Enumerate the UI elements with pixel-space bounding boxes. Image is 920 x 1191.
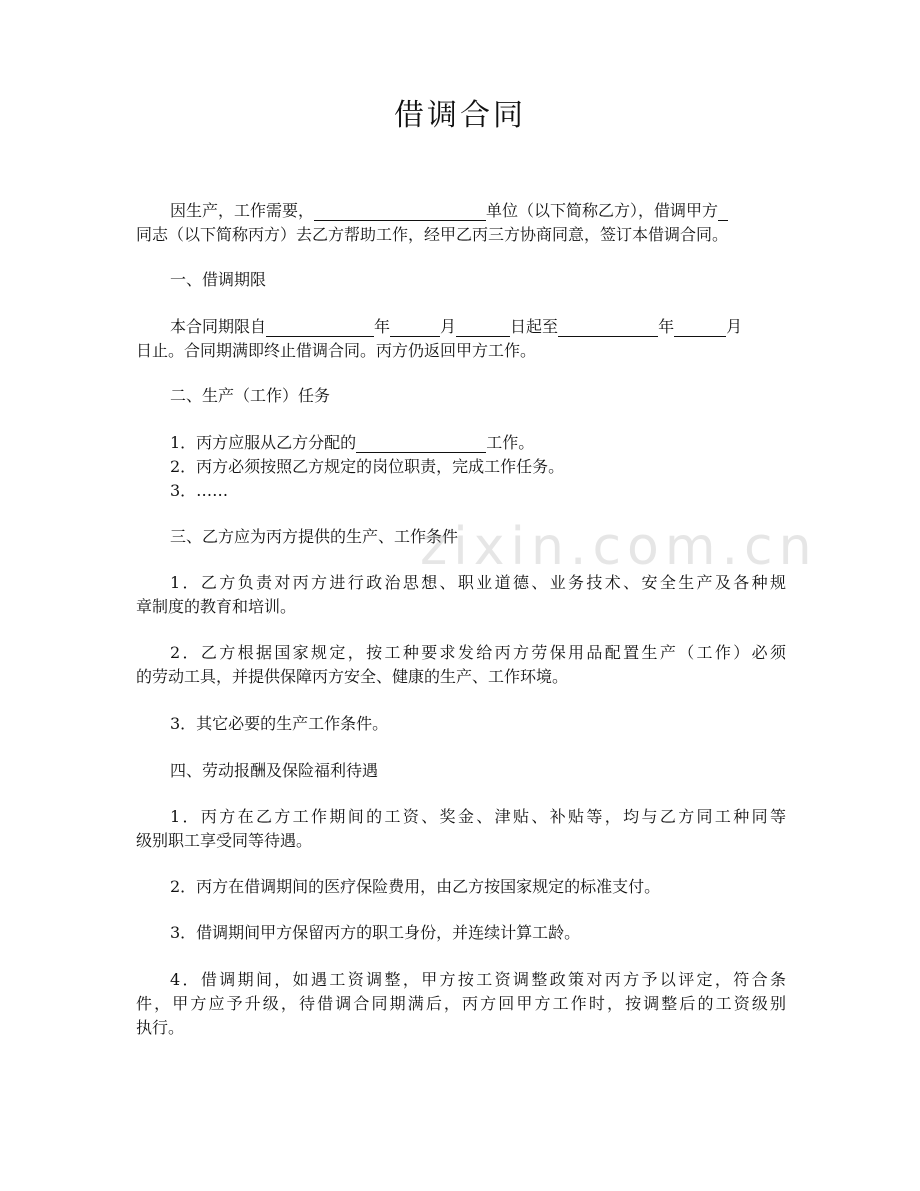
intro-text-b: 单位（以下简称乙方），借调甲方 [486, 201, 719, 220]
section-1-heading: 一、借调期限 [170, 270, 267, 289]
pay-item-4-line-1: 4．借调期间，如遇工资调整，甲方按工资调整政策对丙方予以评定，符合条 [170, 970, 786, 989]
task-item-2: 2．丙方必须按照乙方规定的岗位职责，完成工作任务。 [170, 457, 565, 476]
term-year-1: 年 [374, 317, 391, 336]
term-month-1: 月 [440, 317, 457, 336]
end-month-blank[interactable] [674, 317, 726, 337]
condition-item-2-line-1: 2．乙方根据国家规定，按工种要求发给丙方劳保用品配置生产（工作）必须 [170, 643, 786, 662]
pay-item-1-line-2: 级别职工享受同等待遇。 [136, 831, 313, 850]
person-name-blank[interactable] [718, 201, 728, 221]
section-3-heading: 三、乙方应为丙方提供的生产、工作条件 [170, 527, 459, 546]
pay-item-2: 2．丙方在借调期间的医疗保险费用，由乙方按国家规定的标准支付。 [170, 877, 661, 896]
start-month-blank[interactable] [390, 317, 440, 337]
condition-item-1-line-1: 1．乙方负责对丙方进行政治思想、职业道德、业务技术、安全生产及各种规 [170, 573, 786, 592]
term-year-2: 年 [658, 317, 675, 336]
term-line-1 [136, 314, 786, 340]
term-line-2: 日止。合同期满即终止借调合同。丙方仍返回甲方工作。 [136, 341, 537, 360]
condition-item-1-line-2: 章制度的教育和培训。 [136, 597, 297, 616]
condition-item-2-line-2: 的劳动工具，并提供保障丙方安全、健康的生产、工作环境。 [136, 667, 569, 686]
start-year-blank[interactable] [266, 317, 374, 337]
end-year-blank[interactable] [558, 317, 658, 337]
unit-name-blank[interactable] [314, 201, 486, 221]
section-4-heading: 四、劳动报酬及保险福利待遇 [170, 761, 379, 780]
task-item-3: 3．…… [170, 481, 229, 500]
intro-line-2: 同志（以下简称丙方）去乙方帮助工作，经甲乙丙三方协商同意，签订本借调合同。 [136, 225, 729, 244]
assigned-work-blank[interactable] [356, 433, 486, 453]
condition-item-3: 3．其它必要的生产工作条件。 [170, 714, 389, 733]
pay-item-3: 3．借调期间甲方保留丙方的职工身份，并连续计算工龄。 [170, 923, 581, 942]
term-day-1: 日起至 [510, 317, 559, 336]
task-item-1 [136, 430, 786, 456]
pay-item-4-line-3: 执行。 [136, 1018, 185, 1037]
term-text-start: 本合同期限自 [170, 317, 267, 336]
intro-text-a: 因生产，工作需要， [170, 201, 315, 220]
document-title: 借调合同 [394, 98, 526, 133]
task-item-1-text-b: 工作。 [486, 433, 535, 452]
term-month-2: 月 [726, 317, 743, 336]
pay-item-1-line-1: 1．丙方在乙方工作期间的工资、奖金、津贴、补贴等，均与乙方同工种同等 [170, 807, 786, 826]
pay-item-4-line-2: 件，甲方应予升级，待借调合同期满后，丙方回甲方工作时，按调整后的工资级别 [136, 994, 786, 1013]
start-day-blank[interactable] [456, 317, 510, 337]
task-item-1-text-a: 1．丙方应服从乙方分配的 [170, 433, 357, 452]
site-watermark: zixin.com.cn [420, 517, 818, 577]
intro-line-1 [136, 198, 786, 224]
section-2-heading: 二、生产（工作）任务 [170, 386, 331, 405]
